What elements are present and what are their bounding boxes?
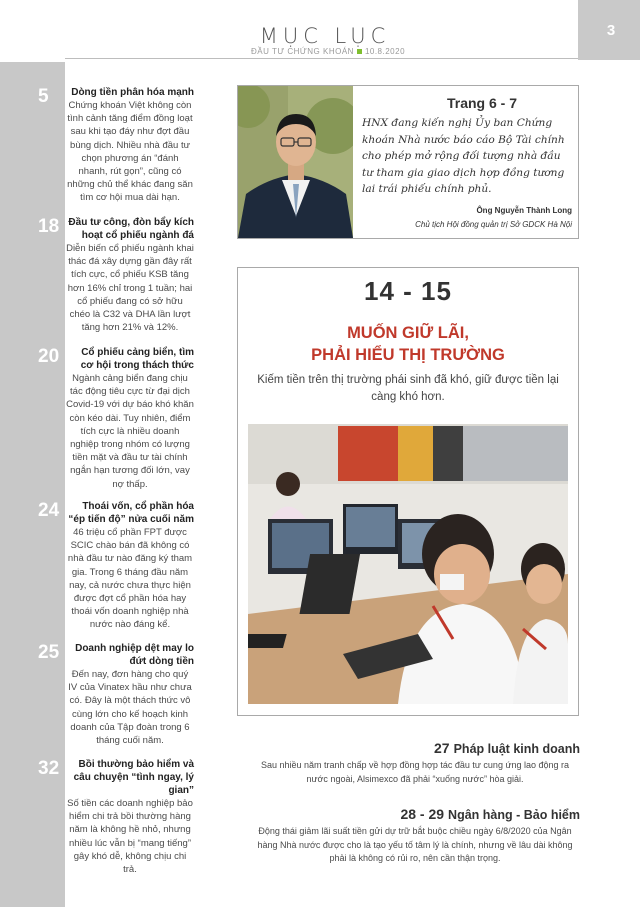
header-divider xyxy=(65,58,640,59)
toc-item[interactable] xyxy=(34,642,194,747)
toc-item-summary: Số tiền các doanh nghiệp bảo hiểm chi trả bồi thường hàng năm là không hề nhỏ, nhưng nhiều lúc vẫn bị “mang tiếng” gây khó dễ, không chịu chi trả. xyxy=(67,798,193,876)
toc-item-title: Cổ phiếu cảng biển, tìm cơ hội trong thách thức xyxy=(80,347,194,371)
toc-item-summary: Diễn biến cổ phiếu ngành khai thác đá xây dựng gần đây rất tích cực, cổ phiếu KSB tăng hơn 16% chỉ trong 1 tuần; hai cổ phiếu đang có sở hữu chéo là C32 và DHA lần lượt tăng hơn 21% và 12%. xyxy=(66,243,194,334)
section-heading[interactable] xyxy=(250,806,580,822)
toc-item[interactable] xyxy=(34,216,194,334)
magazine-name: ĐẦU TƯ CHỨNG KHOÁN xyxy=(250,47,354,56)
quote-text: HNX đang kiến nghị Ủy ban Chứng khoán Nhà nước báo cáo Bộ Tài chính cho phép mở rộng đối tượng nhà đầu tư tham gia giao dịch hợp đồng tương lai trái phiếu chính phủ. xyxy=(362,117,565,196)
toc-page-number: 24 xyxy=(38,500,60,521)
toc-page-number: 20 xyxy=(38,346,60,367)
toc-item-summary: Đến nay, đơn hàng cho quý IV của Vinatex hầu như chưa có. Đây là một thách thức vô cùng lớn cho kế hoạch kinh doanh của Tập đoàn trong 6 tháng cuối năm. xyxy=(68,669,192,747)
toc-page-number: 5 xyxy=(38,86,49,107)
toc-page-number: 25 xyxy=(38,642,60,663)
toc-item[interactable] xyxy=(34,86,194,205)
toc-item-title: Doanh nghiệp dệt may lo đứt dòng tiền xyxy=(75,643,194,667)
speaker-portrait xyxy=(238,86,353,238)
toc-item[interactable] xyxy=(34,500,194,632)
section-title: Pháp luật kinh doanh xyxy=(453,742,580,756)
toc-item-title: Thoái vốn, cổ phần hóa “ép tiến độ” nửa cuối năm xyxy=(68,501,194,525)
section-summary: Sau nhiều năm tranh chấp về hợp đồng hợp tác đầu tư cung ứng lao động ra nước ngoài, Alsimexco đã phải “xuống nước” hòa giải. xyxy=(260,760,570,784)
feature-headline-line2: PHẢI HIỂU THỊ TRƯỜNG xyxy=(311,346,505,364)
trading-floor-photo xyxy=(248,424,568,704)
speaker-name: Ông Nguyễn Thành Long xyxy=(476,206,572,215)
section-page: 28 - 29 xyxy=(400,806,445,822)
toc-item-summary: 46 triệu cổ phần FPT được SCIC chào bán đã không có nhà đầu tư nào đăng ký tham gia. Trong 6 tháng đầu năm nay, cả nước chưa thực hiện được đợt cổ phần hóa hay thoái vốn doanh nghiệp nhà nước nào đáng kể. xyxy=(67,527,193,631)
feature-subtitle: Kiếm tiền trên thị trường phái sinh đã khó, giữ được tiền lại càng khó hơn. xyxy=(257,374,559,403)
toc-item-title: Đầu tư công, đòn bẩy kích hoạt cổ phiếu ngành đá xyxy=(68,217,194,241)
toc-page-number: 32 xyxy=(38,758,60,779)
page-number: 3 xyxy=(606,21,616,39)
toc-item-summary: Chứng khoán Việt không còn tình cảnh tăng điểm đồng loạt sau khi tạo đáy như đợt đầu bùng dịch. Nhiều nhà đầu tư chọn phương án “đánh nhanh, rút gọn”, cũng có những chủ thể khác đang săn tìm cơ hội mua dài hạn. xyxy=(67,100,193,204)
feature-pages: 14 - 15 xyxy=(364,276,452,306)
magazine-subtitle xyxy=(238,47,418,56)
toc-item-title: Dòng tiền phân hóa mạnh xyxy=(71,87,194,98)
page-number-box xyxy=(578,0,640,60)
feature-headline-line1: MUỐN GIỮ LÃI, xyxy=(347,324,469,342)
magazine-section-title: MỤC LỤC xyxy=(259,24,391,48)
square-bullet-icon xyxy=(357,49,362,54)
toc-item[interactable] xyxy=(34,758,194,876)
portrait-illustration xyxy=(238,86,353,238)
speaker-role: Chủ tịch Hội đồng quản trị Sở GDCK Hà Nội xyxy=(415,220,572,229)
section-title: Ngân hàng - Bảo hiểm xyxy=(448,808,580,822)
feature-headline xyxy=(237,322,579,366)
toc-item-title: Bồi thường bảo hiểm và câu chuyện “tình ngay, lý gian” xyxy=(73,759,194,796)
trading-floor-illustration xyxy=(248,424,568,704)
toc-item-summary: Ngành cảng biển đang chịu tác động tiêu cực từ đại dịch Covid-19 với dự báo khó khăn còn kéo dài. Tuy nhiên, điểm tích cực là nhiều doanh nghiệp trong nhóm có lượng tiền mặt và đầu tư tài chính ngắn hạn tương đối lớn, vay nợ thấp. xyxy=(66,373,194,490)
section-heading[interactable] xyxy=(250,740,580,756)
section-page: 27 xyxy=(434,740,450,756)
toc-page-number: 18 xyxy=(38,216,60,237)
issue-date: 10.8.2020 xyxy=(364,47,406,56)
section-summary: Động thái giảm lãi suất tiền gửi dự trữ bắt buộc chiều ngày 6/8/2020 của Ngân hàng Nhà nước được cho là tạo yếu tố tâm lý là chính, nhưng về lâu dài không phải là không có rủi ro, nên cần thận trọng. xyxy=(257,826,573,863)
toc-item[interactable] xyxy=(34,346,194,491)
quote-page-ref: Trang 6 - 7 xyxy=(446,95,518,111)
